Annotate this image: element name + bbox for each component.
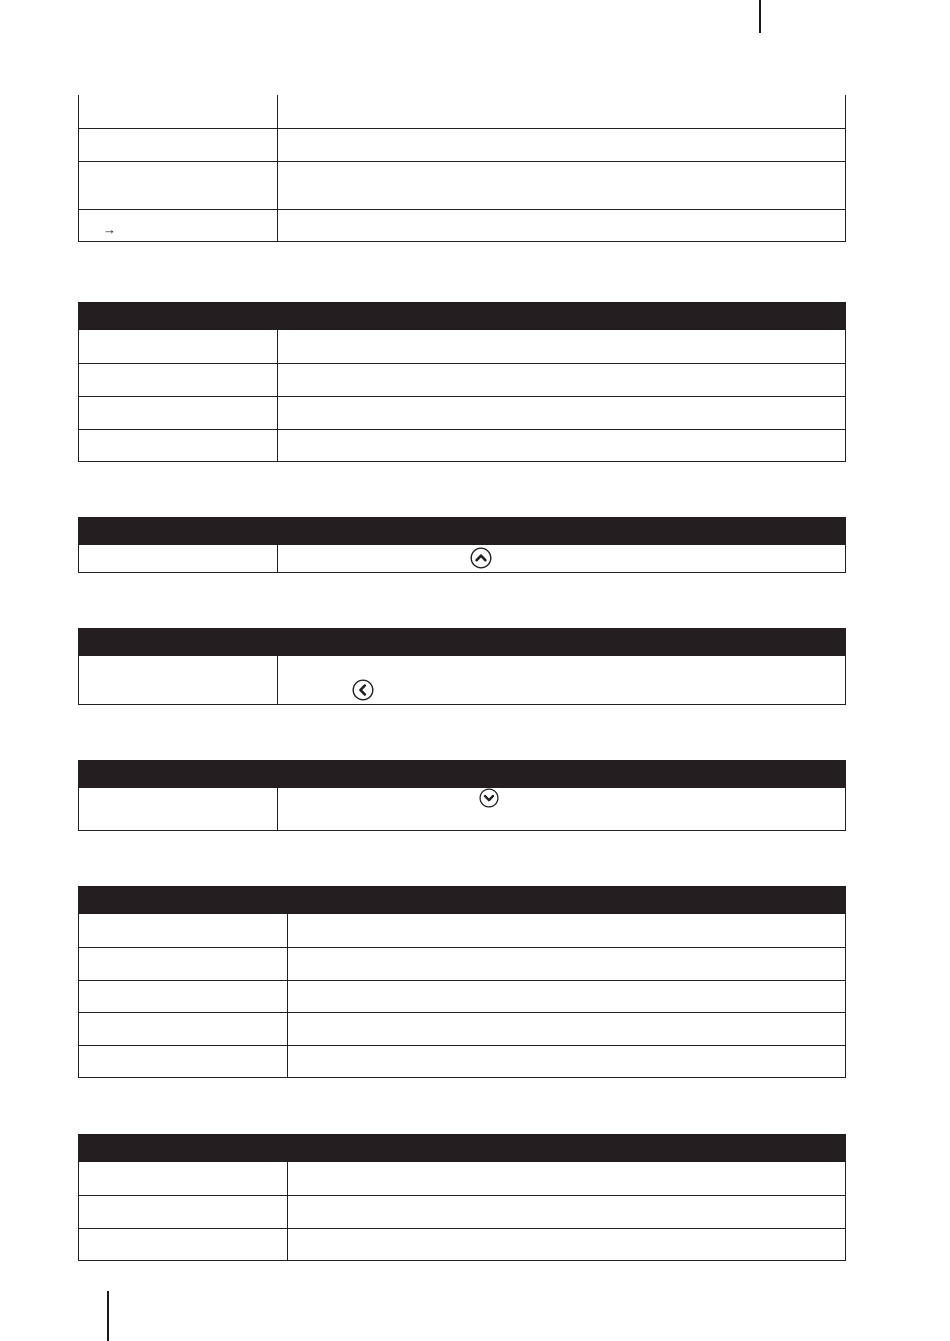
table-cell (278, 330, 845, 363)
table-cell (79, 397, 278, 429)
table-row (79, 1195, 845, 1228)
table-row (79, 980, 845, 1012)
table-3-header (78, 517, 846, 545)
table-row (79, 128, 845, 161)
table-2-header (78, 302, 846, 330)
table-3 (78, 517, 846, 573)
table-6 (78, 886, 846, 1078)
table-6-body (78, 914, 846, 1078)
chevron-up-circle-icon (470, 547, 492, 569)
table-row (79, 330, 845, 363)
table-1-body (78, 95, 846, 242)
table-cell (79, 95, 278, 128)
table-7 (78, 1134, 846, 1261)
table-row (79, 788, 845, 830)
table-cell (79, 656, 278, 704)
table-row (79, 161, 845, 209)
arrow-right-icon: → (103, 222, 116, 237)
table-cell (288, 981, 845, 1012)
table-5 (78, 760, 846, 831)
table-2-body (78, 330, 846, 462)
table-cell (278, 656, 845, 704)
table-row (79, 1228, 845, 1260)
table-cell (79, 981, 288, 1012)
table-cell (278, 545, 845, 572)
table-row (79, 95, 845, 128)
table-cell (79, 914, 288, 947)
table-3-body (78, 545, 846, 573)
table-cell (288, 1196, 845, 1228)
table-6-header (78, 886, 846, 914)
chevron-left-circle-icon (352, 679, 374, 701)
footer-rule-bottom (107, 1291, 109, 1341)
table-cell (79, 162, 278, 209)
table-row (79, 914, 845, 947)
table-cell (288, 1162, 845, 1195)
table-row (79, 1162, 845, 1195)
table-cell (288, 1229, 845, 1260)
table-cell (79, 948, 288, 980)
table-cell (278, 95, 845, 128)
table-cell (79, 1046, 288, 1077)
table-cell (79, 788, 278, 830)
table-cell (278, 162, 845, 209)
table-row (79, 545, 845, 572)
header-rule-top (759, 0, 761, 33)
table-cell (79, 1162, 288, 1195)
table-cell (288, 1013, 845, 1045)
table-cell (288, 1046, 845, 1077)
table-cell (278, 397, 845, 429)
table-5-header (78, 760, 846, 788)
chevron-down-circle-icon (479, 788, 499, 808)
table-row (79, 656, 845, 704)
table-cell (278, 210, 845, 241)
table-cell (278, 788, 845, 830)
table-cell (79, 1229, 288, 1260)
table-4-body (78, 656, 846, 705)
table-cell (288, 948, 845, 980)
table-cell (79, 430, 278, 461)
table-2 (78, 302, 846, 462)
table-cell (278, 129, 845, 161)
table-cell (79, 545, 278, 572)
table-7-body (78, 1162, 846, 1261)
table-row (79, 1045, 845, 1077)
table-cell (79, 210, 278, 241)
table-row (79, 1012, 845, 1045)
table-cell (79, 1196, 288, 1228)
table-cell (79, 330, 278, 363)
table-row (79, 209, 845, 241)
table-5-body (78, 788, 846, 831)
table-1 (78, 95, 846, 242)
table-row (79, 429, 845, 461)
table-7-header (78, 1134, 846, 1162)
table-4-header (78, 628, 846, 656)
table-cell (79, 129, 278, 161)
table-cell (278, 364, 845, 396)
table-cell (79, 364, 278, 396)
table-row (79, 947, 845, 980)
table-row (79, 363, 845, 396)
table-cell (288, 914, 845, 947)
table-row (79, 396, 845, 429)
table-cell (79, 1013, 288, 1045)
table-4 (78, 628, 846, 705)
table-cell (278, 430, 845, 461)
